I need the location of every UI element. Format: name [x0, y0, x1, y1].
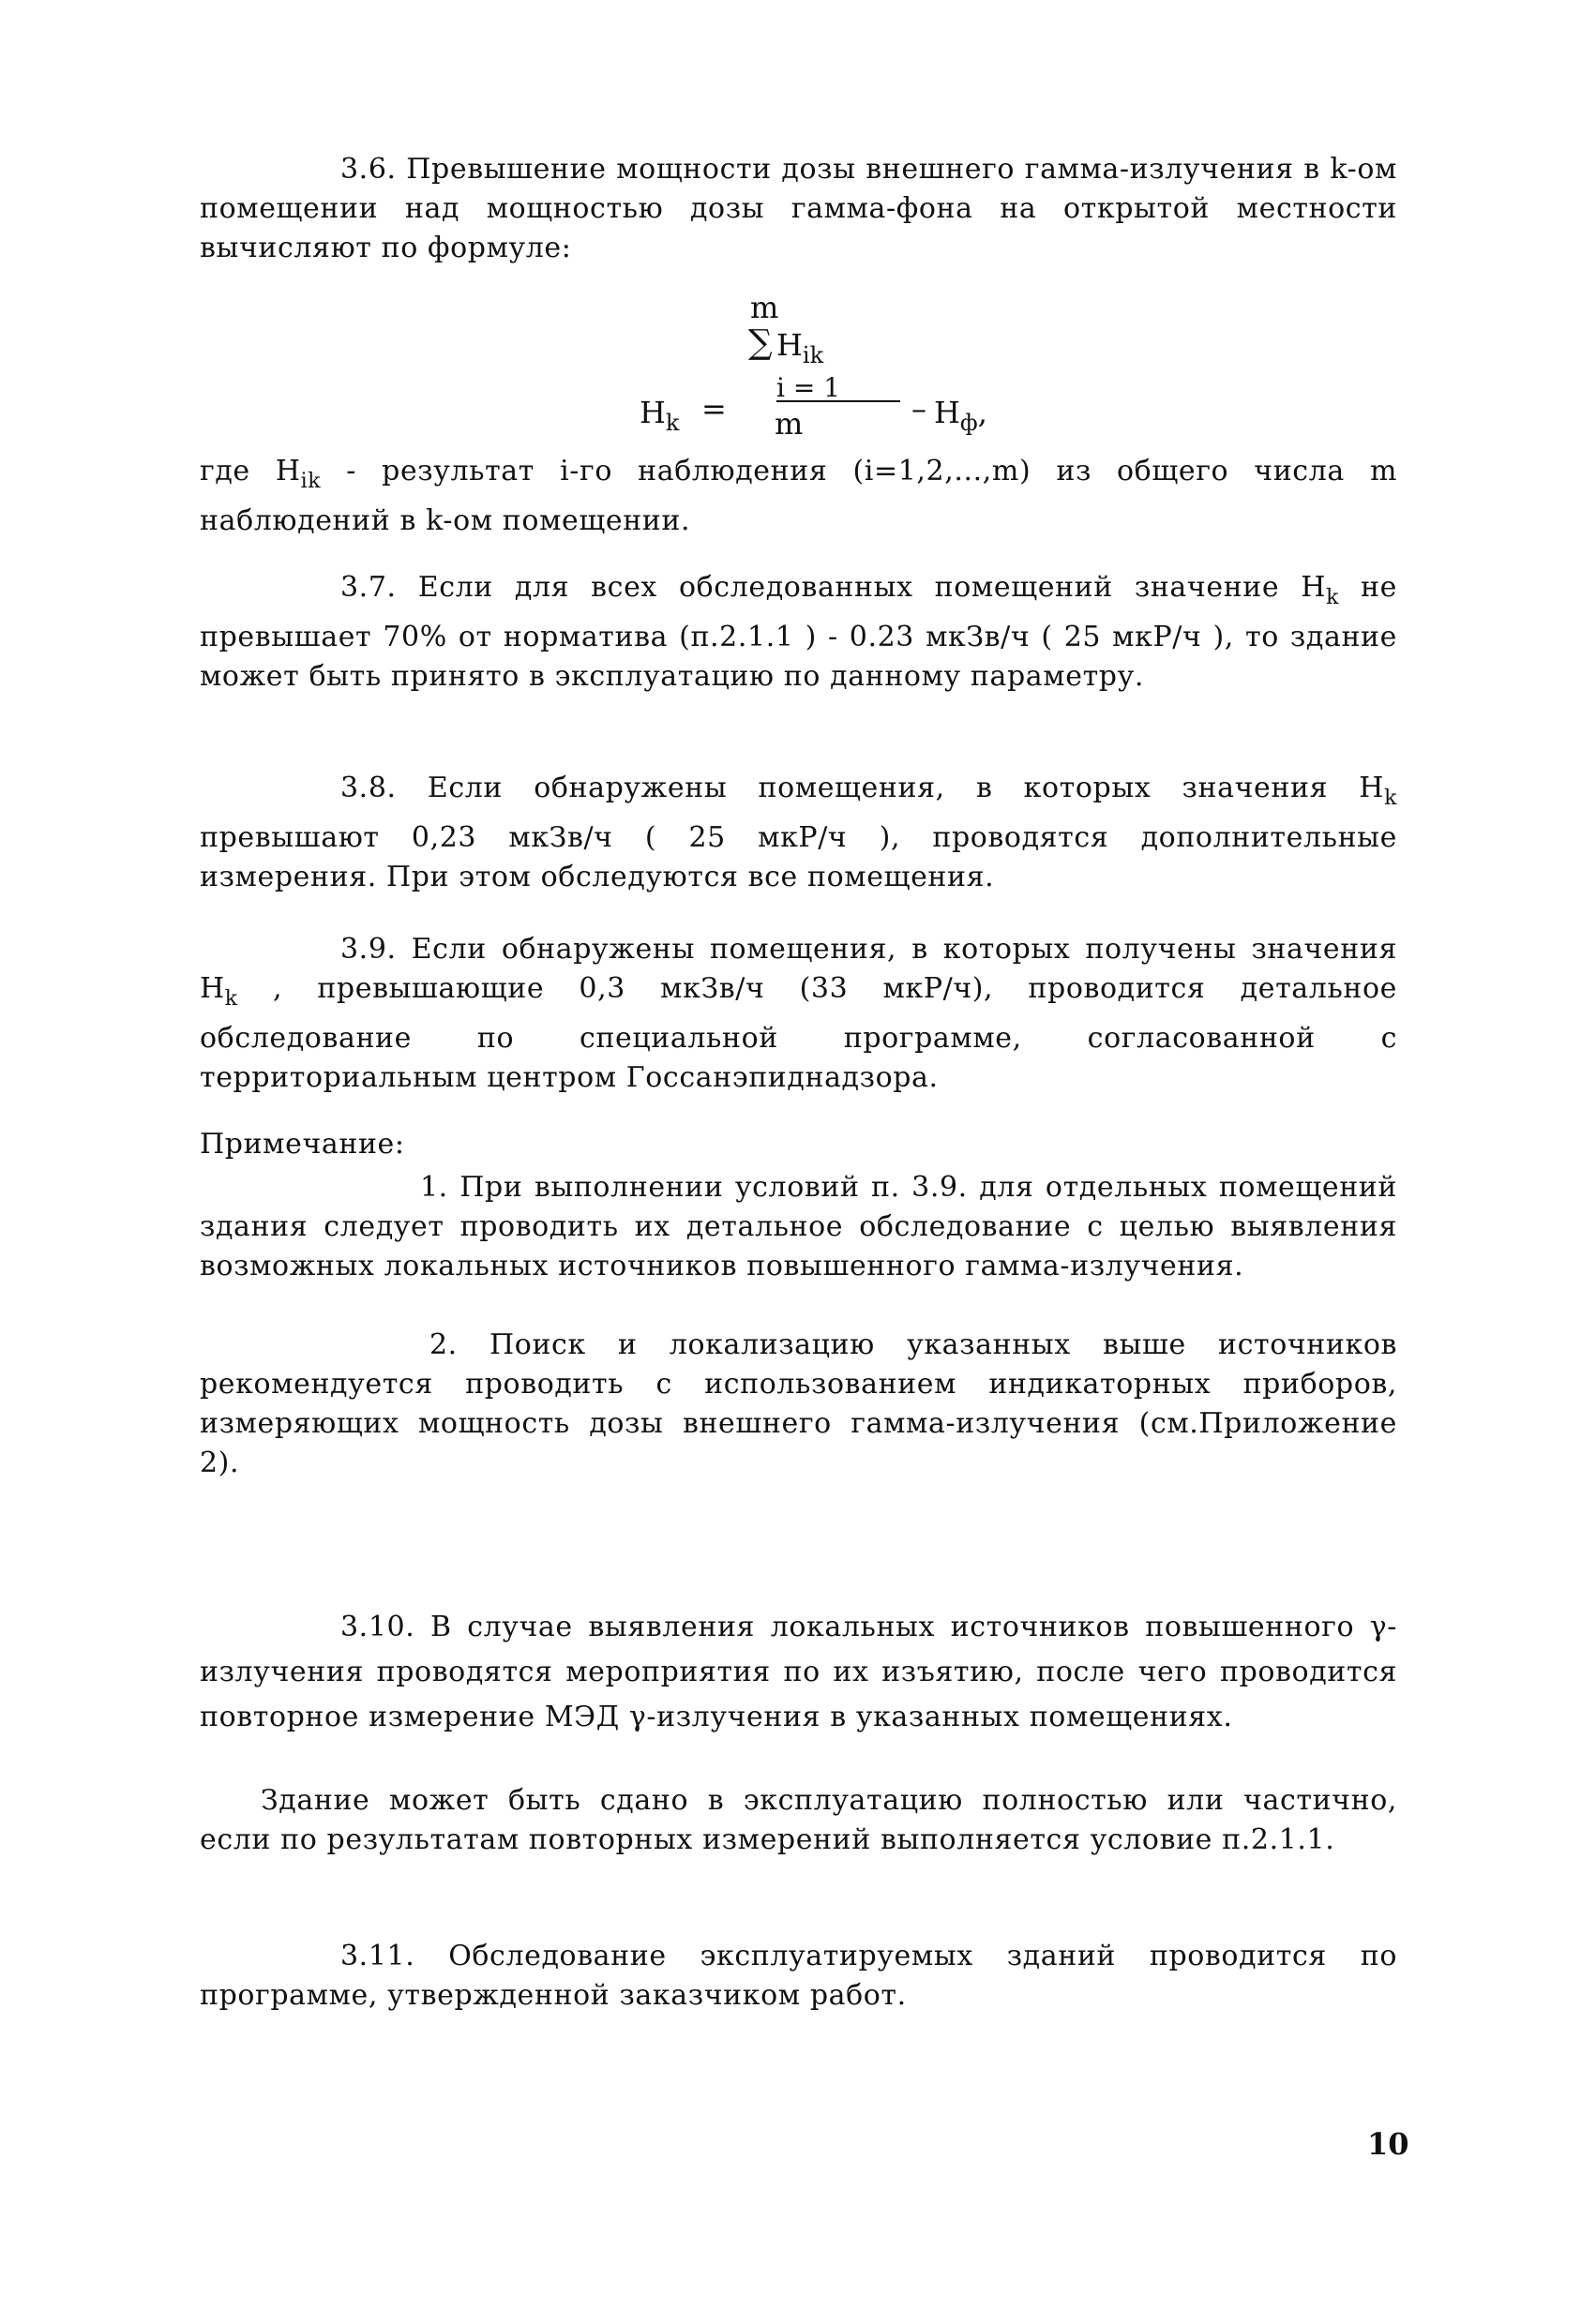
denominator: m [775, 406, 804, 442]
note-title: Примечание: [200, 1128, 405, 1161]
p37-sub: k [1326, 586, 1339, 609]
rhs-term [934, 396, 987, 440]
fraction-bar [776, 400, 900, 402]
p39-start: 3.9. Если обнаружены помещения, в которых получены значения H [200, 933, 1397, 1005]
numerator-var: H [776, 327, 803, 363]
paragraph-3-7 [200, 568, 1397, 697]
p310b-text: Здание может быть сдано в эксплуатацию полностью или частично, если по результатам повторных измерений выполняется условие п.2.1.1. [200, 1784, 1397, 1856]
equals-sign: = [701, 391, 727, 427]
note-2-text: 2. Поиск и локализацию указанных выше источников рекомендуется проводить с использованием индикаторных приборов, измеряющих мощность дозы внешнего гамма-излучения (см.Приложение 2). [200, 1328, 1397, 1479]
where-text-end: - результат i-го наблюдения (i=1,2,...,m) из общего числа m наблюдений в k-ом помещении. [200, 455, 1397, 537]
p38-sub: k [1384, 787, 1397, 810]
minus-sign: – [911, 391, 926, 427]
lhs-term [640, 396, 679, 440]
lhs-sub: k [665, 410, 680, 436]
lhs-var: H [640, 395, 666, 430]
sum-symbol: ∑ [748, 323, 773, 362]
note-1 [200, 1168, 1397, 1286]
sum-upper-limit: m [750, 290, 779, 325]
paragraph-3-6-text: 3.6. Превышение мощности дозы внешнего гамма-излучения в k-ом помещении над мощностью дозы гамма-фона на открытой местности вычисляют по формуле: [200, 153, 1397, 264]
p37-end: не превышает 70% от норматива (п.2.1.1 ) - 0.23 мкЗв/ч ( 25 мкР/ч ), то здание может быть принято в эксплуатацию по данному параметру. [200, 571, 1397, 693]
sum-lower-limit: i = 1 [776, 372, 841, 403]
note-2 [200, 1326, 1397, 1483]
where-sub: ik [300, 470, 322, 493]
rhs-var: H [934, 395, 960, 430]
p310-text: 3.10. В случае выявления локальных источников повышенного γ-излучения проводятся мероприятия по их изъятию, после чего проводится повторное измерение МЭД γ-излучения в указанных помещениях. [200, 1611, 1397, 1733]
paragraph-3-6 [200, 150, 1397, 268]
paragraph-where [200, 452, 1397, 541]
paragraph-3-9 [200, 930, 1397, 1098]
note-1-text: 1. При выполнении условий п. 3.9. для отдельных помещений здания следует проводить их детальное обследование с целью выявления возможных локальных источников повышенного гамма-излучения. [200, 1171, 1397, 1282]
rhs-sub: ф [959, 410, 978, 436]
p38-start: 3.8. Если обнаружены помещения, в которых значения H [340, 772, 1385, 804]
page-number: 10 [1367, 2126, 1409, 2162]
paragraph-3-10-b [200, 1781, 1397, 1860]
p311-text: 3.11. Обследование эксплуатируемых зданий проводится по программе, утвержденной заказчиком работ. [200, 1940, 1397, 2012]
paragraph-3-8 [200, 769, 1397, 897]
where-text-start: где H [200, 455, 301, 487]
formula-hk [619, 291, 1013, 450]
rhs-comma: , [977, 395, 987, 430]
paragraph-3-10 [200, 1605, 1397, 1740]
p38-end: превышают 0,23 мкЗв/ч ( 25 мкР/ч ), проводятся дополнительные измерения. При этом обследуются все помещения. [200, 821, 1397, 893]
p37-start: 3.7. Если для всех обследованных помещений значение H [340, 571, 1327, 604]
p39-sub: k [224, 987, 238, 1011]
p39-end: , превышающие 0,3 мкЗв/ч (33 мкР/ч), проводится детальное обследование по специальной программе, согласованной с территориальным центром Госсанэпиднадзора. [200, 972, 1397, 1094]
numerator-term [776, 328, 823, 372]
numerator-sub: ik [802, 342, 824, 368]
paragraph-3-11 [200, 1937, 1397, 2016]
